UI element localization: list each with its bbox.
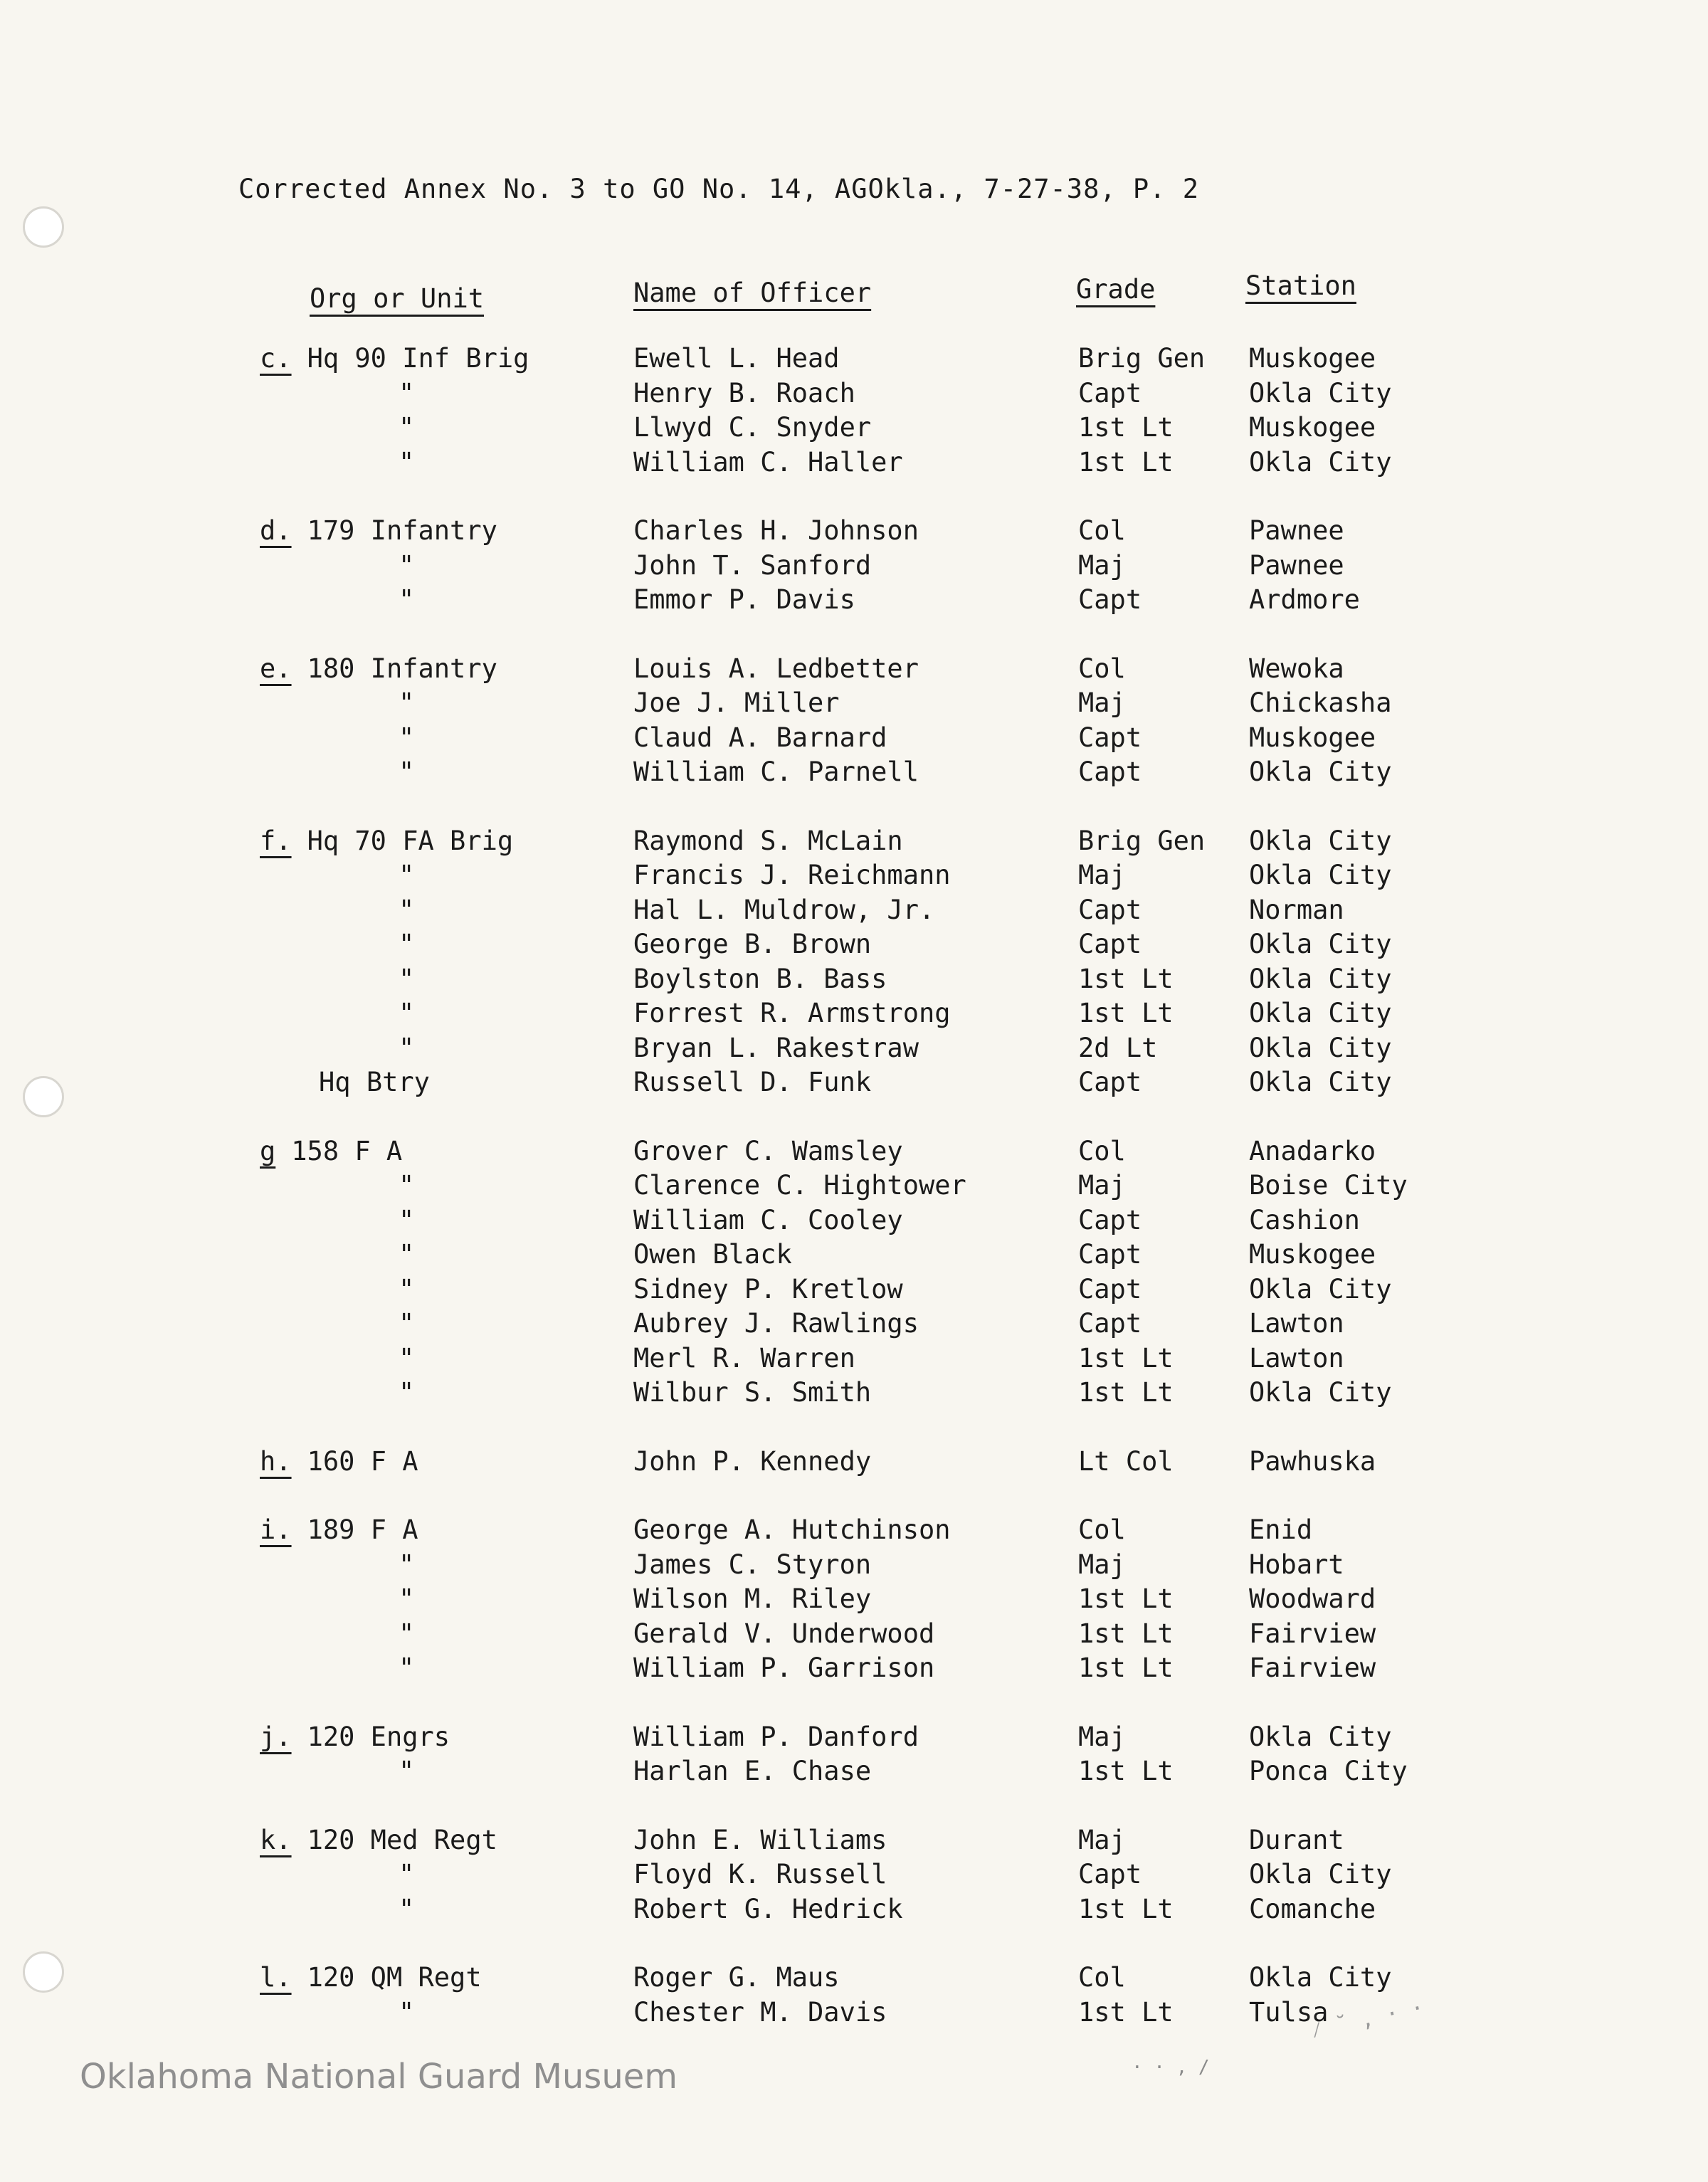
section-letter: d. <box>260 515 292 546</box>
officer-station: Pawnee <box>1249 549 1344 581</box>
officer-grade: 1st Lt <box>1078 412 1174 443</box>
officer-row <box>0 1549 1708 1584</box>
officer-station: Okla City <box>1249 1067 1392 1097</box>
officer-station: Durant <box>1249 1824 1344 1855</box>
document-title: Corrected Annex No. 3 to GO No. 14, AGOkla., 7-27-38, P. 2 <box>238 174 1200 204</box>
section-letter: j. <box>260 1721 292 1752</box>
org-unit <box>260 515 497 546</box>
officer-row <box>0 1962 1708 1997</box>
officer-station: Muskogee <box>1249 1239 1376 1270</box>
officer-station: Okla City <box>1249 998 1392 1028</box>
unit-group <box>0 1825 1708 1929</box>
officer-row <box>0 1205 1708 1240</box>
unit-group <box>0 826 1708 1102</box>
officer-grade: Capt <box>1078 1239 1142 1270</box>
officer-station: Norman <box>1249 894 1344 925</box>
officer-row <box>0 1997 1708 2032</box>
ditto-mark: " <box>399 1653 415 1683</box>
officer-row <box>0 550 1708 585</box>
ditto-mark: " <box>399 894 415 925</box>
officer-station: Chickasha <box>1249 687 1392 718</box>
ditto-mark: " <box>399 1859 415 1890</box>
officer-grade: Col <box>1078 515 1126 546</box>
officer-row <box>0 826 1708 860</box>
officer-station: Tulsa <box>1249 1996 1329 2028</box>
header-name-of-officer: Name of Officer <box>633 278 872 308</box>
ditto-mark: " <box>399 377 415 409</box>
officer-station: Ardmore <box>1249 584 1360 615</box>
officer-grade: Brig Gen <box>1078 825 1206 856</box>
officer-grade: Maj <box>1078 687 1126 718</box>
officer-name: Louis A. Ledbetter <box>633 653 919 684</box>
officer-grade: Col <box>1078 1962 1126 1993</box>
unit-group <box>0 1514 1708 1687</box>
ditto-mark: " <box>399 1756 415 1786</box>
ditto-mark: " <box>399 412 415 443</box>
faint-marks: ⁄ ˘ ‚ · · <box>1307 1995 1427 2044</box>
officer-name: William P. Garrison <box>633 1653 935 1683</box>
org-unit <box>260 653 497 684</box>
officer-name: John P. Kennedy <box>633 1445 872 1477</box>
ditto-mark: " <box>399 1893 415 1924</box>
officer-row <box>0 1583 1708 1618</box>
officer-name: Joe J. Miller <box>633 687 840 718</box>
officer-name: Floyd K. Russell <box>633 1859 887 1890</box>
section-letter: l. <box>260 1962 292 1993</box>
officer-grade: Capt <box>1078 1273 1142 1305</box>
ditto-mark: " <box>399 1549 415 1580</box>
officer-row <box>0 929 1708 964</box>
ditto-mark: " <box>399 998 415 1028</box>
ditto-mark: " <box>399 757 415 787</box>
officer-station: Enid <box>1249 1514 1313 1545</box>
officer-row <box>0 1033 1708 1068</box>
officer-row <box>0 378 1708 413</box>
officer-station: Comanche <box>1249 1893 1376 1924</box>
unit-name: 179 Infantry <box>307 515 497 546</box>
officer-grade: 1st Lt <box>1078 1342 1174 1374</box>
ditto-mark: " <box>399 687 415 718</box>
officer-row <box>0 1618 1708 1653</box>
section-letter: e. <box>260 653 292 684</box>
officer-grade: 2d Lt <box>1078 1032 1158 1063</box>
officer-row <box>0 1653 1708 1687</box>
officer-name: Clarence C. Hightower <box>633 1170 966 1201</box>
org-unit <box>260 1825 497 1855</box>
officer-station: Okla City <box>1249 1859 1392 1890</box>
officer-name: Henry B. Roach <box>633 377 855 409</box>
ditto-mark: " <box>399 1032 415 1063</box>
officer-row <box>0 1756 1708 1791</box>
ditto-mark: " <box>399 722 415 753</box>
ditto-mark: " <box>399 1204 415 1235</box>
officer-name: Boylston B. Bass <box>633 963 887 994</box>
section-letter: c. <box>260 343 292 374</box>
unit-name: 120 QM Regt <box>307 1962 482 1993</box>
officer-grade: 1st Lt <box>1078 1756 1174 1786</box>
ditto-mark: " <box>399 860 415 890</box>
officer-name: John T. Sanford <box>633 549 872 581</box>
officer-row <box>0 895 1708 929</box>
ditto-mark: " <box>399 1342 415 1374</box>
officer-grade: 1st Lt <box>1078 446 1174 478</box>
unit-name: 160 F A <box>307 1445 418 1477</box>
officer-name: Ewell L. Head <box>633 343 840 374</box>
officer-grade: Maj <box>1078 860 1126 890</box>
officer-grade: Maj <box>1078 1549 1126 1580</box>
officer-grade: Lt Col <box>1078 1445 1174 1477</box>
ditto-mark: " <box>399 1170 415 1201</box>
officer-station: Okla City <box>1249 1721 1392 1752</box>
section-letter: g <box>260 1135 276 1166</box>
officer-station: Okla City <box>1249 1032 1392 1063</box>
section-letter: i. <box>260 1514 292 1545</box>
officer-station: Okla City <box>1249 1273 1392 1305</box>
officer-row <box>0 412 1708 447</box>
ditto-mark: " <box>399 963 415 994</box>
officer-station: Boise City <box>1249 1170 1408 1201</box>
officer-grade: Maj <box>1078 1721 1126 1752</box>
header-grade: Grade <box>1076 274 1156 305</box>
unit-name: 120 Engrs <box>307 1721 450 1752</box>
officer-row <box>0 860 1708 895</box>
officer-station: Fairview <box>1249 1618 1376 1649</box>
officer-row <box>0 1274 1708 1309</box>
officer-name: William C. Cooley <box>633 1204 903 1235</box>
officer-name: Francis J. Reichmann <box>633 860 951 890</box>
officer-grade: Capt <box>1078 377 1142 409</box>
officer-name: Emmor P. Davis <box>633 584 855 615</box>
officer-row <box>0 1514 1708 1549</box>
officer-station: Cashion <box>1249 1204 1360 1235</box>
org-unit <box>260 826 513 856</box>
header-org-or-unit: Org or Unit <box>310 283 485 314</box>
org-unit <box>260 1136 402 1166</box>
officer-station: Muskogee <box>1249 722 1376 753</box>
org-unit <box>260 343 529 374</box>
ditto-mark: " <box>399 1996 415 2028</box>
unit-group <box>0 1446 1708 1481</box>
officer-row <box>0 1446 1708 1481</box>
officer-name: Gerald V. Underwood <box>633 1618 935 1649</box>
officer-grade: Maj <box>1078 1824 1126 1855</box>
header-station: Station <box>1245 270 1356 301</box>
museum-watermark: Oklahoma National Guard Musuem <box>80 2057 678 2097</box>
officer-name: Roger G. Maus <box>633 1962 840 1993</box>
officer-grade: Capt <box>1078 1859 1142 1890</box>
ditto-mark: " <box>399 549 415 581</box>
officer-row <box>0 1308 1708 1343</box>
officer-row <box>0 964 1708 998</box>
officer-name: William C. Parnell <box>633 757 919 787</box>
officer-row <box>0 1343 1708 1378</box>
officer-row <box>0 1170 1708 1205</box>
officer-row <box>0 687 1708 722</box>
officer-grade: Capt <box>1078 722 1142 753</box>
officer-grade: 1st Lt <box>1078 1996 1174 2028</box>
officer-name: Russell D. Funk <box>633 1067 872 1097</box>
ditto-mark: " <box>399 1273 415 1305</box>
officer-grade: Maj <box>1078 549 1126 581</box>
officer-station: Muskogee <box>1249 343 1376 374</box>
org-unit <box>260 1722 450 1752</box>
unit-name: Hq 90 Inf Brig <box>307 343 529 374</box>
officer-name: Robert G. Hedrick <box>633 1893 903 1924</box>
officer-table <box>0 343 1708 2065</box>
unit-name: 158 F A <box>291 1135 403 1166</box>
officer-station: Pawhuska <box>1249 1445 1376 1477</box>
officer-name: James C. Styron <box>633 1549 872 1580</box>
org-unit <box>260 1962 482 1993</box>
officer-name: Grover C. Wamsley <box>633 1135 903 1166</box>
officer-name: Claud A. Barnard <box>633 722 887 753</box>
officer-grade: 1st Lt <box>1078 1618 1174 1649</box>
officer-station: Lawton <box>1249 1308 1344 1339</box>
officer-name: Forrest R. Armstrong <box>633 998 951 1028</box>
officer-row <box>0 1722 1708 1756</box>
ditto-mark: " <box>399 1377 415 1408</box>
officer-name: Llwyd C. Snyder <box>633 412 872 443</box>
officer-station: Hobart <box>1249 1549 1344 1580</box>
officer-grade: Capt <box>1078 757 1142 787</box>
officer-row <box>0 1239 1708 1274</box>
org-unit <box>260 1446 418 1477</box>
unit-name: 189 F A <box>307 1514 418 1545</box>
ditto-mark: " <box>399 1308 415 1339</box>
officer-name: Wilson M. Riley <box>633 1583 872 1614</box>
ditto-mark: " <box>399 584 415 615</box>
officer-station: Okla City <box>1249 1377 1392 1408</box>
officer-row <box>0 1067 1708 1102</box>
officer-name: Harlan E. Chase <box>633 1756 872 1786</box>
punch-hole-top <box>23 206 64 248</box>
section-letter: h. <box>260 1445 292 1477</box>
officer-name: John E. Williams <box>633 1824 887 1855</box>
officer-name: William C. Haller <box>633 446 903 478</box>
officer-grade: 1st Lt <box>1078 1653 1174 1683</box>
officer-grade: 1st Lt <box>1078 998 1174 1028</box>
officer-row <box>0 757 1708 791</box>
officer-name: Chester M. Davis <box>633 1996 887 2028</box>
officer-grade: Capt <box>1078 1204 1142 1235</box>
ditto-mark: " <box>399 929 415 959</box>
officer-station: Pawnee <box>1249 515 1344 546</box>
officer-row <box>0 653 1708 688</box>
officer-row <box>0 343 1708 378</box>
officer-station: Ponca City <box>1249 1756 1408 1786</box>
officer-station: Wewoka <box>1249 653 1344 684</box>
officer-grade: Brig Gen <box>1078 343 1206 374</box>
officer-row <box>0 515 1708 550</box>
org-unit <box>260 1514 418 1545</box>
officer-grade: Capt <box>1078 1067 1142 1097</box>
officer-row <box>0 447 1708 482</box>
officer-station: Okla City <box>1249 377 1392 409</box>
unit-name: 120 Med Regt <box>307 1824 497 1855</box>
officer-name: George A. Hutchinson <box>633 1514 951 1545</box>
section-letter: k. <box>260 1824 292 1855</box>
ditto-mark: " <box>399 1618 415 1649</box>
officer-station: Lawton <box>1249 1342 1344 1374</box>
officer-station: Muskogee <box>1249 412 1376 443</box>
officer-station: Okla City <box>1249 860 1392 890</box>
officer-name: Sidney P. Kretlow <box>633 1273 903 1305</box>
officer-row <box>0 1859 1708 1894</box>
officer-grade: 1st Lt <box>1078 1583 1174 1614</box>
officer-row <box>0 1894 1708 1929</box>
ditto-mark: " <box>399 1583 415 1614</box>
ditto-mark: " <box>399 446 415 478</box>
officer-station: Okla City <box>1249 1962 1392 1993</box>
section-letter: f. <box>260 825 292 856</box>
officer-name: Owen Black <box>633 1239 792 1270</box>
officer-grade: 1st Lt <box>1078 963 1174 994</box>
officer-station: Woodward <box>1249 1583 1376 1614</box>
officer-row <box>0 722 1708 757</box>
officer-station: Okla City <box>1249 963 1392 994</box>
officer-name: William P. Danford <box>633 1721 919 1752</box>
officer-grade: Maj <box>1078 1170 1126 1201</box>
unit-name: Hq 70 FA Brig <box>307 825 514 856</box>
officer-station: Okla City <box>1249 825 1392 856</box>
officer-station: Anadarko <box>1249 1135 1376 1166</box>
officer-name: Wilbur S. Smith <box>633 1377 872 1408</box>
stray-marks: · · ‚ / <box>1132 2057 1210 2078</box>
officer-station: Okla City <box>1249 757 1392 787</box>
officer-name: Charles H. Johnson <box>633 515 919 546</box>
officer-row <box>0 1377 1708 1412</box>
unit-group <box>0 1962 1708 2031</box>
ditto-mark: " <box>399 1239 415 1270</box>
officer-row <box>0 1136 1708 1171</box>
officer-grade: Capt <box>1078 929 1142 959</box>
officer-name: George B. Brown <box>633 929 872 959</box>
officer-grade: 1st Lt <box>1078 1377 1174 1408</box>
officer-grade: Col <box>1078 1135 1126 1166</box>
officer-name: Hal L. Muldrow, Jr. <box>633 894 935 925</box>
unit-group <box>0 343 1708 481</box>
officer-row <box>0 584 1708 619</box>
officer-station: Okla City <box>1249 929 1392 959</box>
officer-row <box>0 1825 1708 1860</box>
officer-station: Okla City <box>1249 446 1392 478</box>
officer-grade: Col <box>1078 653 1126 684</box>
unit-group <box>0 1722 1708 1791</box>
officer-name: Aubrey J. Rawlings <box>633 1308 919 1339</box>
officer-grade: 1st Lt <box>1078 1893 1174 1924</box>
sub-unit: Hq Btry <box>319 1067 430 1097</box>
officer-grade: Capt <box>1078 894 1142 925</box>
unit-group <box>0 653 1708 791</box>
officer-name: Raymond S. McLain <box>633 825 903 856</box>
unit-group <box>0 515 1708 619</box>
officer-station: Fairview <box>1249 1653 1376 1683</box>
officer-grade: Col <box>1078 1514 1126 1545</box>
officer-row <box>0 998 1708 1033</box>
unit-name: 180 Infantry <box>307 653 497 684</box>
officer-name: Merl R. Warren <box>633 1342 855 1374</box>
officer-grade: Capt <box>1078 1308 1142 1339</box>
unit-group <box>0 1136 1708 1412</box>
officer-grade: Capt <box>1078 584 1142 615</box>
officer-name: Bryan L. Rakestraw <box>633 1032 919 1063</box>
